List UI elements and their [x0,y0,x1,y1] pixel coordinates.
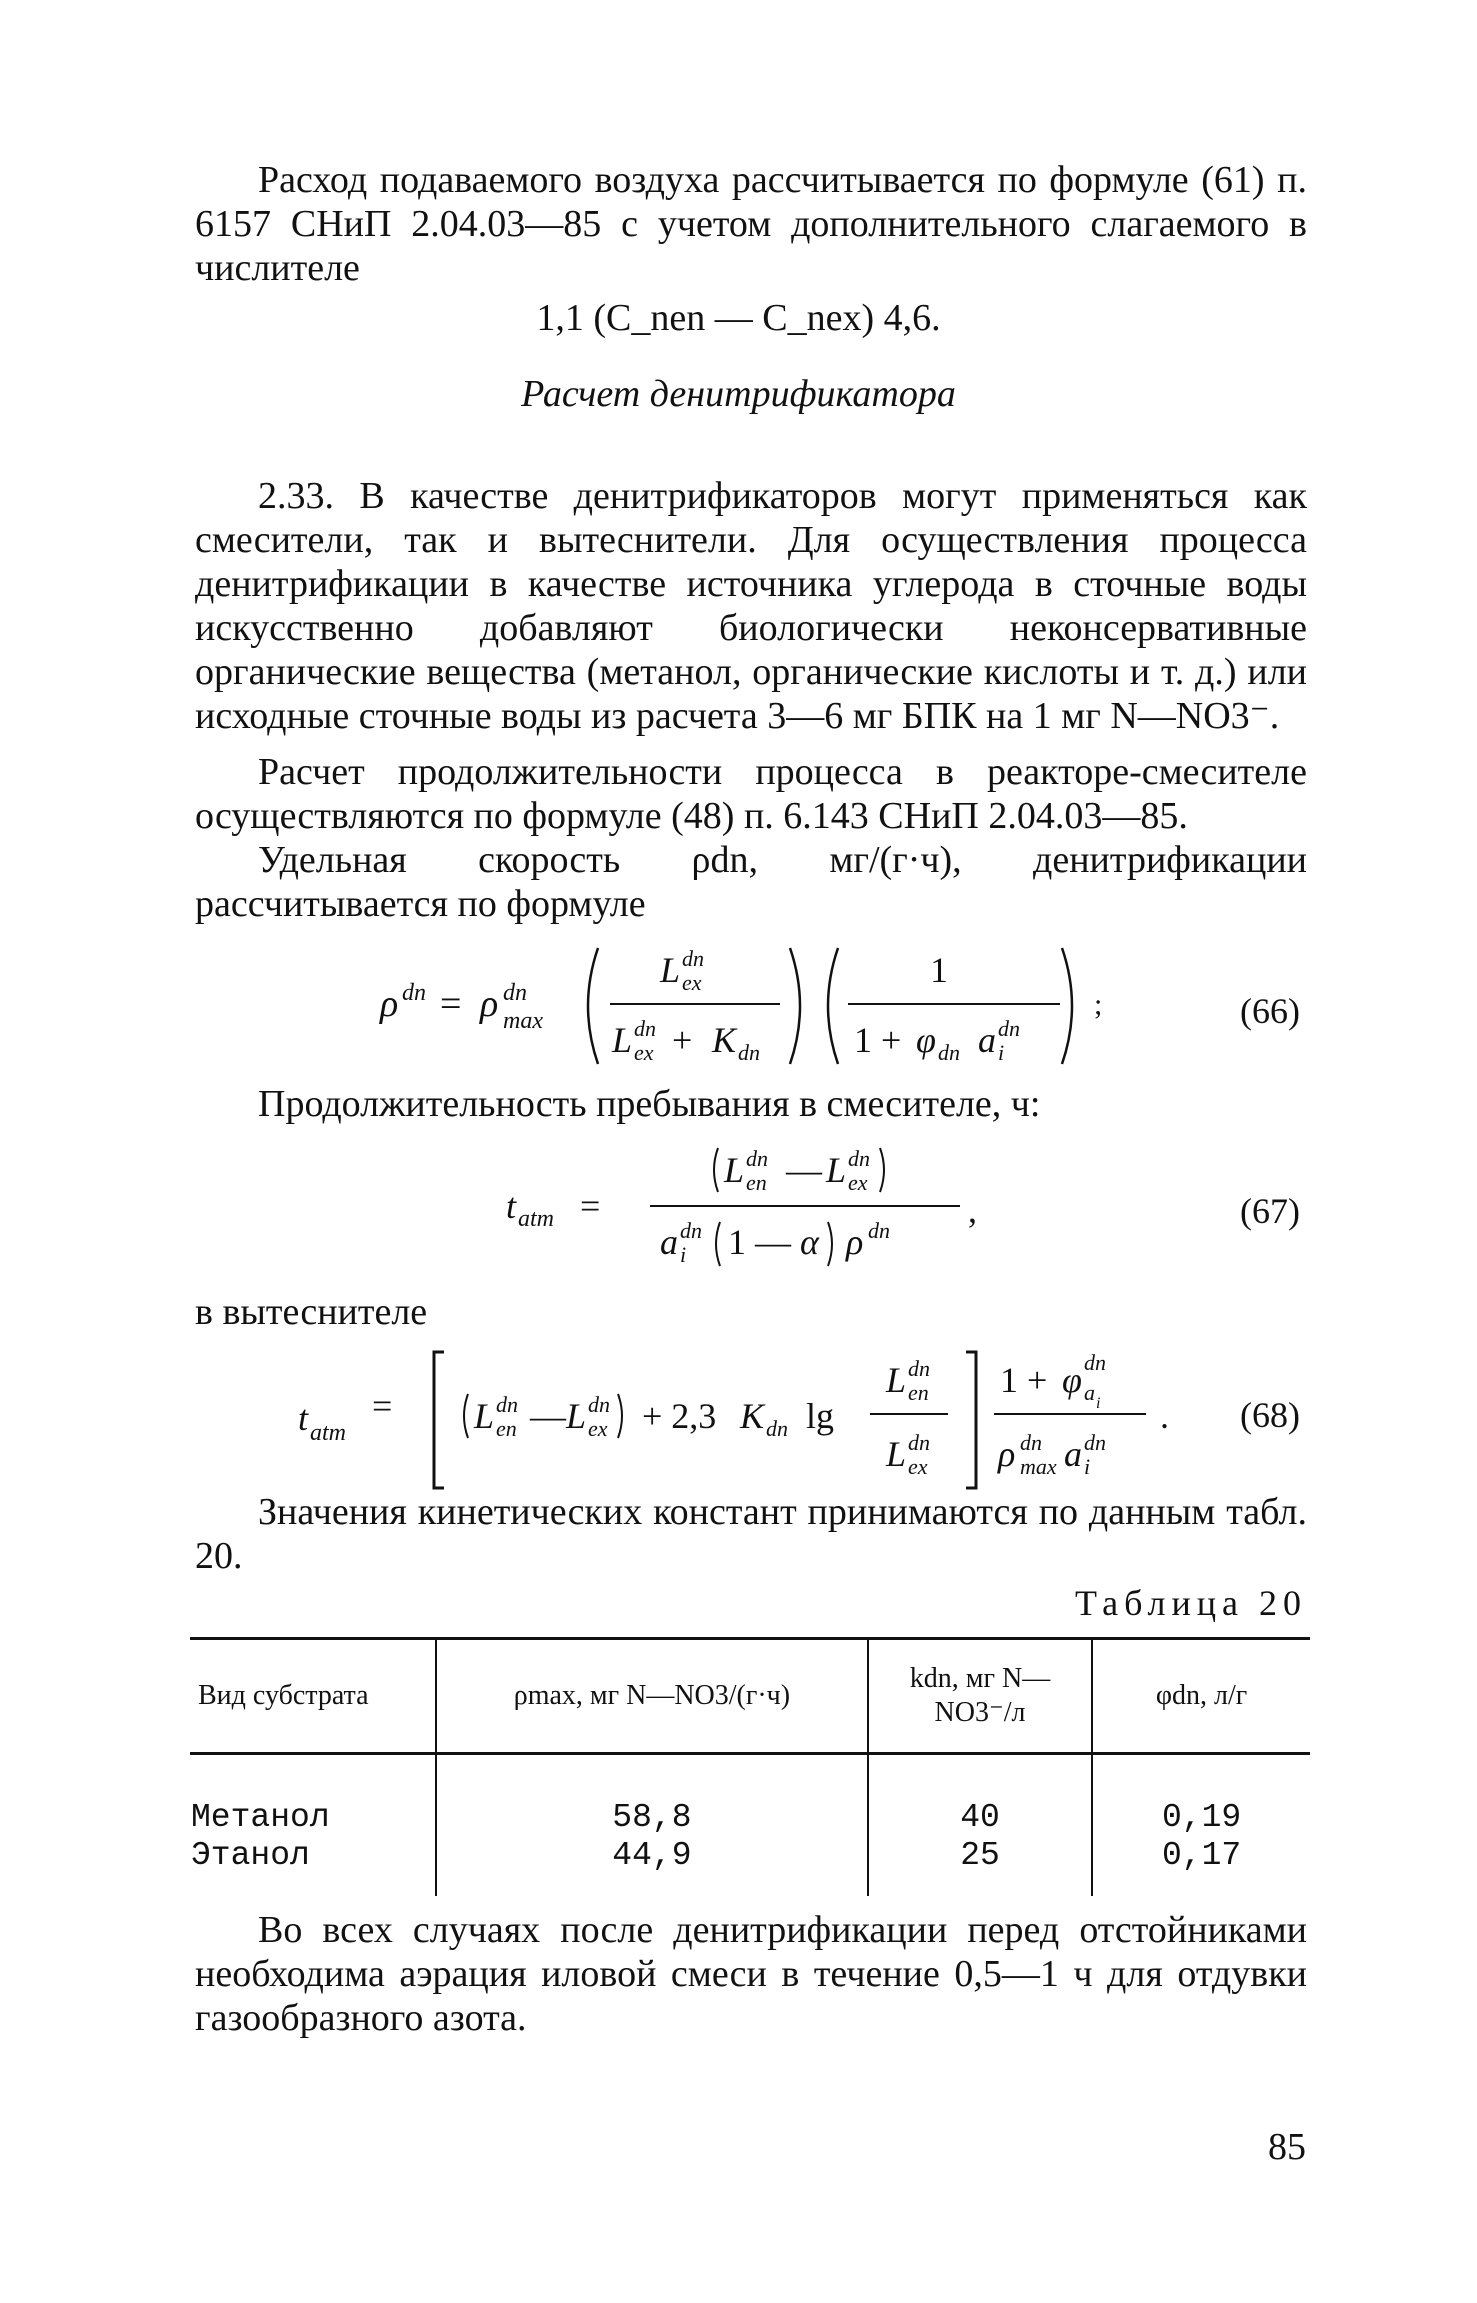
svg-text:max: max [1020,1454,1057,1479]
svg-text:;: ; [1094,988,1103,1021]
svg-text:en: en [908,1380,929,1405]
svg-text:i: i [680,1242,687,1267]
svg-text:i: i [1084,1454,1091,1479]
svg-text:dn: dn [868,1218,890,1243]
svg-text:+: + [672,1020,693,1060]
svg-text:i: i [998,1040,1005,1065]
svg-text:dn: dn [766,1416,788,1441]
svg-text:1 +: 1 + [854,1020,902,1060]
svg-text:+ 2,3: + 2,3 [642,1396,717,1436]
svg-text:a: a [1064,1434,1082,1474]
svg-text:dn: dn [682,946,704,971]
svg-text:ρ: ρ [480,983,499,1025]
paragraph-rate: Удельная скорость ρdn, мг/(г·ч), денитрификации рассчитывается по формуле [195,839,1307,925]
equation-67-number: (67) [1240,1191,1300,1231]
svg-text:dn: dn [938,1040,960,1065]
table-header-row [190,1639,1310,1754]
rho-max-ethanol: 44,9 [612,1837,692,1874]
svg-text:.: . [1160,1396,1169,1436]
table-cell-phi-dn [1092,1754,1310,1897]
svg-text:dn: dn [908,1430,930,1455]
svg-text:en: en [496,1416,517,1441]
svg-text:t: t [298,1398,309,1438]
svg-text:L: L [566,1396,587,1436]
svg-text:=: = [440,983,462,1025]
svg-text:L: L [886,1434,907,1474]
svg-text:dn: dn [680,1218,702,1243]
intro-paragraph: Расход подаваемого воздуха рассчитывается по формуле (61) п. 6157 СНиП 2.04.03—85 с учетом дополнительного слагаемого в числителе [195,159,1307,289]
svg-text:dn: dn [588,1392,610,1417]
svg-text:=: = [372,1386,393,1426]
svg-text:,: , [968,1190,977,1230]
section-title: Расчет денитрификатора [521,373,956,415]
svg-text:—: — [530,1396,566,1436]
svg-text:a: a [978,1020,996,1060]
svg-text:t: t [506,1186,517,1226]
k-dn-methanol: 40 [960,1799,1000,1836]
svg-text:φ: φ [916,1020,936,1060]
svg-text:ex: ex [634,1040,654,1065]
svg-text:1 —: 1 — [728,1222,791,1262]
svg-text:ρ: ρ [998,1434,1016,1474]
svg-text:L: L [474,1396,495,1436]
svg-text:dn: dn [402,980,426,1006]
header-phi-dn: φdn, л/г [1092,1639,1310,1754]
svg-text:dn: dn [908,1356,930,1381]
svg-text:atm: atm [518,1206,554,1232]
svg-text:ρ: ρ [846,1222,864,1262]
paragraph-final: Во всех случаях после денитрификации перед отстойниками необходима аэрация иловой смеси в течение 0,5—1 ч для отдувки газообразного азота. [195,1909,1307,2039]
svg-text:α: α [800,1222,819,1262]
equation-67 [506,1146,977,1267]
paragraph-constants: Значения кинетических констант принимаются по данным табл. 20. [195,1491,1307,1577]
substrate-ethanol: Этанол [191,1837,310,1874]
svg-text:dn: dn [1084,1350,1106,1375]
svg-text:L: L [660,950,681,990]
svg-text:K: K [740,1396,765,1436]
page-number: 85 [1268,2126,1306,2168]
header-substrate: Вид субстрата [190,1639,436,1754]
svg-text:atm: atm [310,1420,346,1446]
svg-text:max: max [503,1008,543,1034]
table-row [190,1754,1310,1897]
equation-66 [379,946,1102,1065]
svg-text:ρ: ρ [380,983,399,1025]
svg-text:1: 1 [930,950,948,990]
paragraph-mixer: Продолжительность пребывания в смесителе, ч: [258,1083,1041,1125]
phi-dn-methanol: 0,19 [1161,1799,1242,1836]
svg-text:L: L [826,1150,847,1190]
svg-text:dn: dn [1020,1430,1042,1455]
svg-text:dn: dn [634,1016,656,1041]
equation-68-number: (68) [1240,1395,1300,1435]
table-cell-substrate [190,1754,436,1897]
table-cell-rho-max [436,1754,868,1897]
svg-text:dn: dn [503,980,527,1006]
svg-text:i: i [1096,1395,1101,1412]
equation-68 [298,1350,1169,1488]
rho-max-methanol: 58,8 [612,1799,692,1836]
svg-text:1 +: 1 + [1000,1360,1048,1400]
paragraph-duration: Расчет продолжительности процесса в реакторе-смесителе осуществляются по формуле (48) п. 6.143 СНиП 2.04.03—85. [195,751,1307,837]
phi-dn-ethanol: 0,17 [1161,1837,1242,1874]
paragraph-2-33: 2.33. В качестве денитрификаторов могут применяться как смесители, так и вытеснители. Для осуществления процесса денитрификации в качестве источника углерода в сточные воды искусственно добавляют биологически неконсервативные органические вещества (метанол, органические кислоты и т. д.) или исходные сточные воды из расчета 3—6 мг БПК на 1 мг N—NO3⁻. [195,475,1307,737]
svg-text:K: K [712,1020,737,1060]
svg-text:dn: dn [848,1146,870,1171]
svg-text:—: — [786,1150,822,1190]
air-formula-text: 1,1 (C_nen — C_nex) 4,6. [536,297,941,339]
svg-text:L: L [886,1360,907,1400]
svg-text:L: L [612,1020,633,1060]
svg-text:a: a [1084,1380,1095,1405]
paragraph-displacer: в вытеснителе [195,1291,428,1333]
table-caption: Таблица 20 [1075,1583,1307,1623]
k-dn-ethanol: 25 [960,1837,1000,1874]
svg-text:ex: ex [848,1170,868,1195]
header-rho-max: ρmax, мг N—NO3/(г·ч) [436,1639,868,1754]
svg-text:en: en [746,1170,767,1195]
svg-text:L: L [724,1150,745,1190]
svg-text:lg: lg [806,1396,835,1436]
svg-text:ex: ex [908,1454,928,1479]
svg-text:dn: dn [738,1040,760,1065]
equation-66-number: (66) [1240,991,1300,1031]
svg-text:ex: ex [588,1416,608,1441]
svg-text:a: a [660,1222,678,1262]
svg-text:dn: dn [746,1146,768,1171]
svg-text:=: = [580,1186,601,1226]
substrate-methanol: Метанол [191,1799,330,1836]
svg-text:dn: dn [496,1392,518,1417]
svg-text:dn: dn [1084,1430,1106,1455]
header-k-dn: kdn, мг N—NO3⁻/л [868,1639,1092,1754]
table-20 [190,1637,1310,1896]
svg-text:ex: ex [682,970,702,995]
table-cell-k-dn [868,1754,1092,1897]
svg-text:φ: φ [1062,1360,1082,1400]
svg-text:dn: dn [998,1016,1020,1041]
